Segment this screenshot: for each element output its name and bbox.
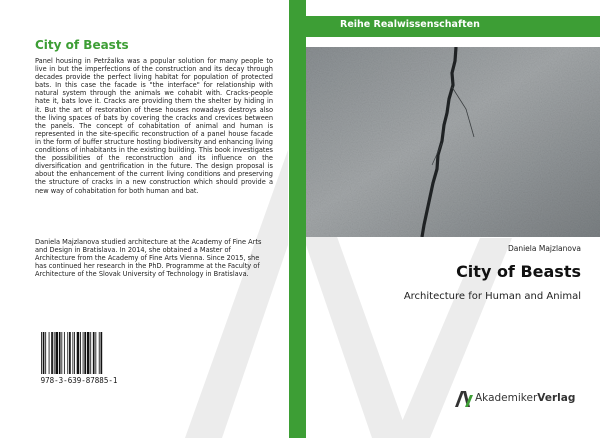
isbn-barcode: [40, 332, 118, 374]
cracked-concrete-photo: [306, 47, 600, 237]
front-cover-title: City of Beasts: [456, 262, 581, 281]
publisher-logo: [455, 390, 585, 408]
front-author-name: Daniela Majzlanova: [507, 244, 581, 253]
book-spine: [289, 0, 306, 438]
series-label: Reihe Realwissenschaften: [340, 19, 480, 30]
back-cover-title: City of Beasts: [35, 38, 129, 52]
akademikerverlag-av-icon: [455, 391, 473, 407]
book-blurb: Panel housing in Petržalka was a popular solution for many people to live in but the imperfections of the construction and its decay through decades provide the perfect living habitat for population of protected bats. In this case the facade is "the interface" for relationship with natural system through the animals we cohabit with. Cracks-people hate it, bats love it. Cracks are providing them the shelter by hiding in it. But the art of restoration of these houses nowadays destroys also the living spaces of bats by covering the cracks and crevices between the panels. The concept of cohabitation of animal and human is represented in the site-specific reconstruction of a panel house facade in the form of buffer structure hosting biodiversity and enhancing living conditions of inhabitants in the existing building. This book investigates the possibilities of the reconstruction and its influence on the diversification and gentrification in the future. The design proposal is about the enhancement of the current living conditions and preserving the structure of cracks in a new construction which should provide a new way of cohabitation for both human and bat.: [35, 57, 273, 195]
author-bio: Daniela Majzlanova studied architecture at the Academy of Fine Arts and Design in Bratislava. In 2014, she obtained a Master of Architecture from the Academy of Fine Arts Vienna. Since 2015, she has continued her research in the PhD. Programme at the Faculty of Architecture of the Slovak University of Technology in Bratislava.: [35, 238, 262, 279]
back-cover: [0, 0, 289, 438]
isbn-number: 978-3-639-87885-1: [40, 376, 118, 385]
front-cover-subtitle: Architecture for Human and Animal: [403, 291, 581, 302]
publisher-name: AkademikerVerlag: [475, 392, 576, 404]
